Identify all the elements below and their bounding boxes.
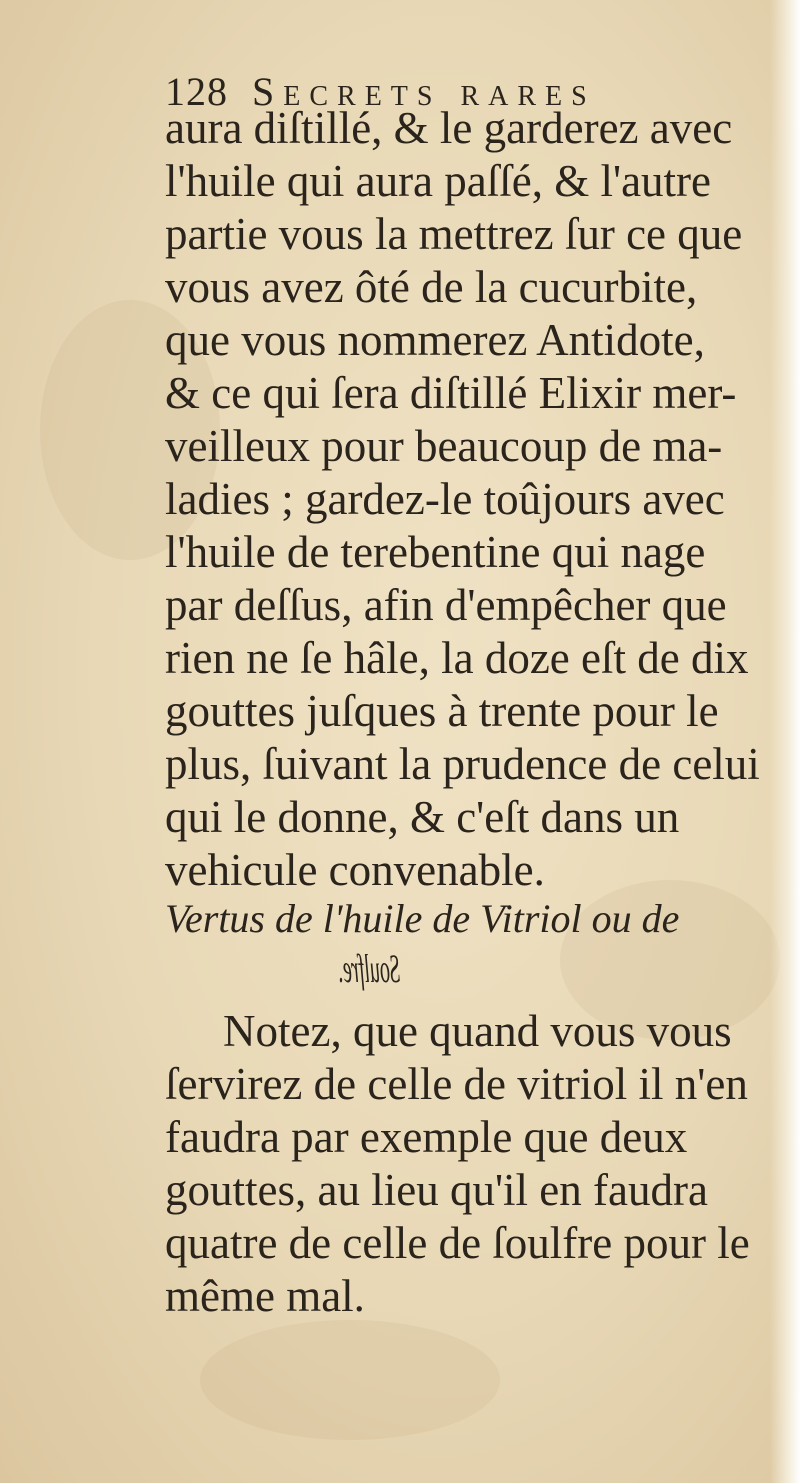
- text-line: que vous nommerez Antidote,: [165, 315, 705, 365]
- page-edge: [770, 0, 800, 1483]
- text-line: vehicule convenable.: [165, 845, 545, 895]
- page-number: 128: [165, 69, 228, 114]
- text-line: rien ne ſe hâle, la doze eſt de dix: [165, 633, 749, 683]
- text-line: veilleux pour beaucoup de ma-: [165, 421, 723, 471]
- text-line: Notez, que quand vous vous: [223, 1006, 732, 1056]
- text-line: partie vous la mettrez ſur ce que: [165, 209, 743, 259]
- text-line: plus, ſuivant la prudence de celui: [165, 739, 760, 789]
- text-line: qui le donne, & c'eſt dans un: [165, 792, 680, 842]
- running-title: Secrets rares: [252, 69, 596, 114]
- paper-stain: [200, 1320, 500, 1440]
- section-heading-line-1: Vertus de l'huile de Vitriol ou de: [165, 896, 680, 941]
- text-line: vous avez ôté de la cucurbite,: [165, 262, 698, 312]
- text-line: & ce qui ſera diſtillé Elixir mer-: [165, 368, 737, 418]
- text-line: faudra par exemple que deux: [165, 1112, 688, 1162]
- text-line: l'huile qui aura paſſé, & l'autre: [165, 156, 712, 206]
- text-line: aura diſtillé, & le garderez avec: [165, 103, 733, 153]
- text-line: même mal.: [165, 1271, 365, 1321]
- text-line: ladies ; gardez-le toûjours avec: [165, 474, 725, 524]
- text-line: gouttes juſques à trente pour le: [165, 686, 719, 736]
- text-line: par deſſus, afin d'empêcher que: [165, 580, 727, 630]
- text-line: quatre de celle de ſoulfre pour le: [165, 1218, 750, 1268]
- text-line: ſervirez de celle de vitriol il n'en: [165, 1059, 748, 1109]
- text-line: gouttes, au lieu qu'il en faudra: [165, 1165, 708, 1215]
- section-heading-line-2: Soulfre.: [337, 946, 400, 991]
- text-line: l'huile de terebentine qui nage: [165, 527, 706, 577]
